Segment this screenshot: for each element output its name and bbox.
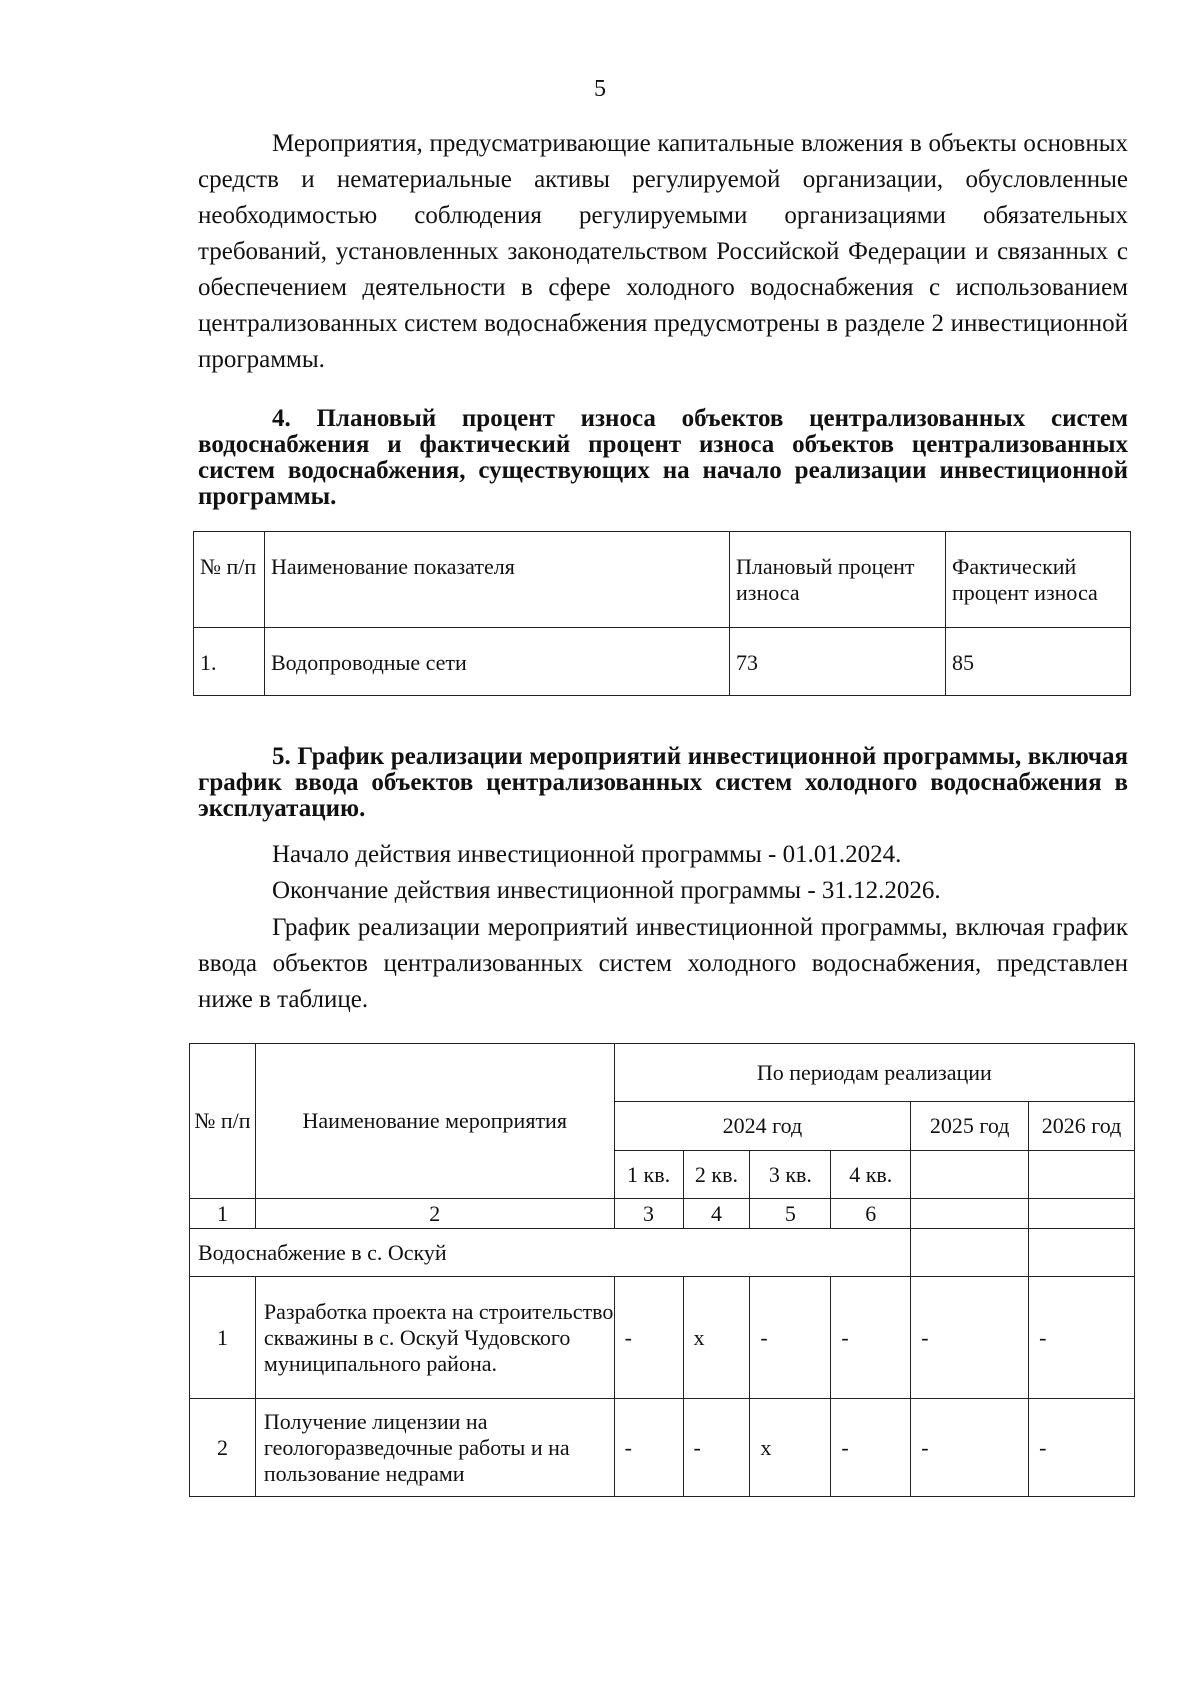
wear-header-num: № п/п [194, 532, 265, 628]
schedule-row-num: 2 [190, 1399, 256, 1497]
wear-header-actual: Фактический процент износа [946, 532, 1131, 628]
wear-row-name: Водопроводные сети [265, 628, 730, 696]
wear-header-name: Наименование показателя [265, 532, 730, 628]
schedule-row-q1: - [614, 1399, 683, 1497]
program-start-line: Начало действия инвестиционной программы - 01.01.2024. [272, 841, 902, 868]
schedule-header-periods: По периодам реализации [614, 1044, 1134, 1102]
wear-header-planned: Плановый процент износа [730, 532, 946, 628]
schedule-index-2: 2 [255, 1199, 614, 1229]
schedule-index-1: 1 [190, 1199, 256, 1229]
table-row [190, 1277, 1135, 1399]
table-row [190, 1399, 1135, 1497]
schedule-group-blank-2 [1029, 1229, 1135, 1277]
schedule-row-q1: - [614, 1277, 683, 1399]
schedule-index-3: 3 [614, 1199, 683, 1229]
schedule-header-q3: 3 кв. [750, 1151, 831, 1199]
schedule-index-blank-1 [911, 1199, 1029, 1229]
wear-table-header-row [194, 532, 1131, 628]
schedule-index-5: 5 [750, 1199, 831, 1229]
page-number: 5 [594, 76, 606, 102]
schedule-header-blank-2026 [1029, 1151, 1135, 1199]
schedule-paragraph: График реализации мероприятий инвестиционной программы, включая график ввода объектов централизованных систем холодного водоснабжения, представлен ниже в таблице. [198, 914, 1128, 1013]
schedule-row-2026: - [1029, 1277, 1135, 1399]
schedule-row-q2: - [683, 1399, 750, 1497]
schedule-group-blank-1 [911, 1229, 1029, 1277]
schedule-header-row-1 [190, 1044, 1135, 1102]
schedule-index-6: 6 [831, 1199, 911, 1229]
schedule-row-q3: - [750, 1277, 831, 1399]
schedule-row-num: 1 [190, 1277, 256, 1399]
schedule-index-blank-2 [1029, 1199, 1135, 1229]
schedule-header-year-2024: 2024 год [614, 1102, 911, 1151]
schedule-index-4: 4 [683, 1199, 750, 1229]
schedule-header-num: № п/п [190, 1044, 256, 1199]
wear-row-actual: 85 [946, 628, 1131, 696]
schedule-header-q1: 1 кв. [614, 1151, 683, 1199]
wear-row-planned: 73 [730, 628, 946, 696]
schedule-row-q4: - [831, 1399, 911, 1497]
schedule-header-year-2025: 2025 год [911, 1102, 1029, 1151]
schedule-row-name: Получение лицензии на геологоразведочные работы и на пользование недрами [255, 1399, 614, 1497]
schedule-row-q2: x [683, 1277, 750, 1399]
schedule-table [189, 1043, 1135, 1497]
schedule-group-label: Водоснабжение в с. Оскуй [190, 1229, 911, 1277]
schedule-index-row [190, 1199, 1135, 1229]
program-end-line: Окончание действия инвестиционной программы - 31.12.2026. [272, 877, 941, 904]
schedule-row-2025: - [911, 1399, 1029, 1497]
schedule-row-q3: x [750, 1399, 831, 1497]
schedule-header-year-2026: 2026 год [1029, 1102, 1135, 1151]
schedule-header-q4: 4 кв. [831, 1151, 911, 1199]
intro-paragraph: Мероприятия, предусматривающие капитальные вложения в объекты основных средств и нематериальные активы регулируемой организации, обусловленные необходимостью соблюдения регулируемыми организациями обязательных требований, установленных законодательством Российской Федерации и связанных с обеспечением деятельности в сфере холодного водоснабжения с использованием централизованных систем водоснабжения предусмотрены в разделе 2 инвестиционной программы. [198, 130, 1128, 373]
wear-row-num: 1. [194, 628, 265, 696]
schedule-header-blank-2025 [911, 1151, 1029, 1199]
wear-percentage-table [193, 531, 1131, 696]
schedule-header-q2: 2 кв. [683, 1151, 750, 1199]
schedule-row-2025: - [911, 1277, 1029, 1399]
schedule-group-row [190, 1229, 1135, 1277]
table-row [194, 628, 1131, 696]
section-5-heading: 5. График реализации мероприятий инвестиционной программы, включая график ввода объектов централизованных систем холодного водоснабжения в эксплуатацию. [198, 743, 1128, 822]
schedule-row-q4: - [831, 1277, 911, 1399]
schedule-row-name: Разработка проекта на строительство скважины в с. Оскуй Чудовского муниципального района. [255, 1277, 614, 1399]
section-4-heading: 4. Плановый процент износа объектов централизованных систем водоснабжения и фактический процент износа объектов централизованных систем водоснабжения, существующих на начало реализации инвестиционной программы. [198, 405, 1128, 510]
schedule-row-2026: - [1029, 1399, 1135, 1497]
schedule-header-name: Наименование мероприятия [255, 1044, 614, 1199]
